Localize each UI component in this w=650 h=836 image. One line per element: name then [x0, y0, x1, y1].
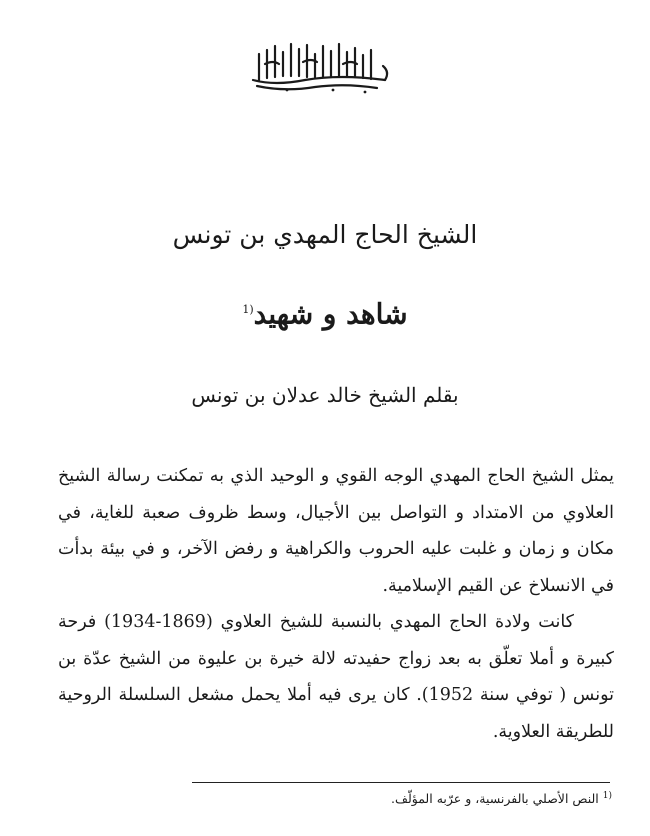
subtitle-text: شاهد و شهيد: [253, 297, 408, 331]
footnote-text: النص الأصلي بالفرنسية، و عرّبه المؤلّف.: [391, 791, 599, 807]
footnote: [300, 786, 612, 809]
basmala-calligraphy: [245, 40, 395, 95]
footnote-number: (1: [602, 791, 612, 801]
author-byline: بقلم الشيخ خالد عدلان بن تونس: [191, 383, 459, 407]
paragraph: يمثل الشيخ الحاج المهدي الوجه القوي و الوحيد الذي به تمكنت رسالة الشيخ العلاوي من الامتداد و التواصل بين الأجيال، وسط ظروف صعبة للغاية، في مكان و زمان و غلبت عليه الحروب والكراهية و رفض الآخر، و في بيئة بدأت في الانسلاخ عن القيم الإسلامية.: [58, 466, 614, 596]
footnote-marker: (1: [242, 303, 254, 316]
paragraph: كانت ولادة الحاج المهدي بالنسبة للشيخ العلاوي (1869-1934) فرحة كبيرة و أملا تعلّق به بعد زواج حفيدته لالة خيرة بن عليوة من الشيخ عدّة بن تونس ( توفي سنة 1952). كان يرى فيه أملا يحمل مشعل السلسلة الروحية للطريقة العلاوية.: [58, 612, 614, 742]
page-title: الشيخ الحاج المهدي بن تونس: [172, 220, 478, 249]
basmala-calligraphy-icon: [245, 40, 395, 95]
body-text: [58, 458, 614, 750]
footnote-divider: [192, 782, 610, 783]
page-subtitle: [0, 292, 650, 332]
